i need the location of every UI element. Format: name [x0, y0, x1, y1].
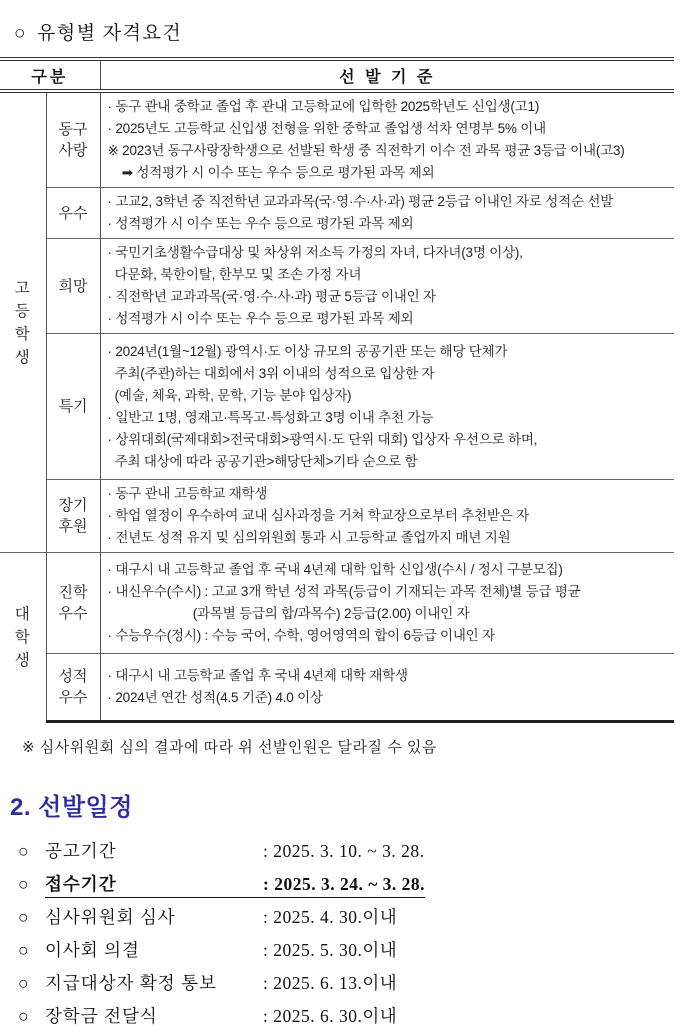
schedule-label: 지급대상자 확정 통보 [45, 973, 217, 993]
criteria-cell [100, 334, 674, 480]
criteria-cell [100, 188, 674, 239]
criteria-line: · 고교2, 3학년 중 직전학년 교과과목(국·영·수·사·과) 평균 2등급 이내인 자로 성적순 선발 [107, 194, 614, 209]
criteria-line: · 2025년도 고등학교 신입생 전형을 위한 중학교 졸업생 석차 연명부 5% 이내 [107, 121, 546, 136]
schedule-label: 장학금 전달식 [45, 1006, 158, 1026]
criteria-line: · 일반고 1명, 영재고·특목고·특성화고 3명 이내 추천 가능 [107, 409, 434, 425]
schedule-value: : 2025. 6. 13.이내 [263, 973, 398, 993]
schedule-item-recipient-notice [0, 970, 682, 1003]
circle-bullet-icon: ○ [18, 841, 29, 861]
criteria-line: · 수능우수(정시) : 수능 국어, 수학, 영어영역의 합이 6등급 이내인 자 [107, 628, 495, 643]
category-huimang: 희망 [46, 239, 100, 334]
criteria-line: (예술, 체육, 과학, 문학, 기능 분야 입상자) [107, 387, 352, 403]
schedule-item-application [0, 871, 682, 904]
category-donggu-sarang: 동구사랑 [46, 91, 100, 188]
category-teukgi: 특기 [46, 334, 100, 480]
circle-bullet-icon: ○ [18, 907, 29, 927]
criteria-cell [100, 239, 674, 334]
schedule-value: : 2025. 5. 30.이내 [263, 940, 398, 960]
criteria-cell [100, 553, 674, 654]
criteria-table [0, 57, 674, 723]
criteria-line: · 2024년 연간 성적(4.5 기준) 4.0 이상 [107, 690, 323, 705]
schedule-item-announcement [0, 838, 682, 871]
criteria-cell [100, 91, 674, 188]
header-category: 구분 [0, 59, 100, 91]
criteria-line: · 전년도 성적 유지 및 심의위원회 통과 시 고등학교 졸업까지 매년 지원 [107, 530, 511, 545]
criteria-line: · 동구 관내 고등학교 재학생 [107, 486, 268, 501]
table-row [0, 553, 674, 654]
criteria-line: ➡ 성적평가 시 이수 또는 우수 등으로 평가된 과목 제외 [107, 165, 435, 180]
criteria-line: 다문화, 북한이탈, 한부모 및 조손 가정 자녀 [107, 267, 362, 282]
table-row [0, 91, 674, 188]
table-row [0, 239, 674, 334]
selection-note: ※ 심사위원회 심의 결과에 따라 위 선발인원은 달라질 수 있음 [22, 739, 437, 756]
schedule-value: : 2025. 6. 30.이내 [263, 1006, 398, 1026]
schedule-value: : 2025. 4. 30.이내 [263, 907, 398, 927]
category-usu: 우수 [46, 188, 100, 239]
section-title-schedule: 2. 선발일정 [10, 794, 133, 821]
schedule-label: 심사위원회 심사 [45, 907, 176, 927]
table-row [0, 334, 674, 480]
criteria-cell [100, 480, 674, 553]
schedule-label: 접수기간 [45, 874, 117, 894]
table-header-row [0, 59, 674, 91]
criteria-line: · 직전학년 교과과목(국·영·수·사·과) 평균 5등급 이내인 자 [107, 289, 436, 304]
schedule-label: 공고기간 [45, 841, 117, 861]
table-row [0, 480, 674, 553]
schedule-item-board-resolution [0, 937, 682, 970]
category-janggi-huwon: 장기후원 [46, 480, 100, 553]
schedule-list [0, 838, 682, 1036]
circle-bullet-icon: ○ [18, 874, 29, 894]
criteria-line: · 성적평가 시 이수 또는 우수 등으로 평가된 과목 제외 [107, 216, 414, 231]
criteria-cell [100, 654, 674, 722]
group-label-university: 대학생 [0, 553, 46, 722]
criteria-line: · 대구시 내 고등학교 졸업 후 국내 4년제 대학 재학생 [107, 668, 408, 683]
page-title-text: 유형별 자격요건 [36, 23, 183, 44]
category-jinhak-usu: 진학우수 [46, 553, 100, 654]
criteria-line: · 성적평가 시 이수 또는 우수 등으로 평가된 과목 제외 [107, 311, 414, 326]
criteria-line: (과목별 등급의 합/과목수) 2등급(2.00) 이내인 자 [107, 606, 470, 621]
circle-bullet-icon: ○ [18, 1006, 29, 1026]
schedule-label: 이사회 의결 [45, 940, 140, 960]
table-row [0, 654, 674, 722]
table-row [0, 188, 674, 239]
criteria-line: · 2024년(1월~12월) 광역시·도 이상 규모의 공공기관 또는 해당 단체가 [107, 343, 508, 359]
category-seongjeok-usu: 성적우수 [46, 654, 100, 722]
criteria-line: · 상위대회(국제대회>전국대회>광역시·도 단위 대회) 입상자 우선으로 하며, [107, 431, 538, 447]
schedule-value: : 2025. 3. 24. ~ 3. 28. [263, 874, 426, 894]
criteria-line: · 동구 관내 중학교 졸업 후 관내 고등학교에 입학한 2025학년도 신입생(고1) [107, 99, 540, 114]
header-criteria: 선 발 기 준 [100, 59, 674, 91]
criteria-line: · 내신우수(수시) : 고교 3개 학년 성적 과목(등급이 기재되는 과목 전체)별 등급 평균 [107, 584, 581, 599]
page-title [0, 0, 682, 45]
circle-bullet-icon: ○ [14, 23, 27, 44]
schedule-value: : 2025. 3. 10. ~ 3. 28. [263, 841, 425, 861]
group-label-highschool: 고등학생 [0, 91, 46, 553]
criteria-line: 주최 대상에 따라 공공기관>해당단체>기타 순으로 함 [107, 453, 418, 469]
schedule-item-award-ceremony [0, 1003, 682, 1036]
criteria-line: · 학업 열정이 우수하여 교내 심사과정을 거쳐 학교장으로부터 추천받은 자 [107, 508, 529, 523]
criteria-line: · 대구시 내 고등학교 졸업 후 국내 4년제 대학 입학 신입생(수시 / 정시 구분모집) [107, 562, 563, 577]
schedule-item-committee-review [0, 904, 682, 937]
circle-bullet-icon: ○ [18, 973, 29, 993]
criteria-line: ※ 2023년 동구사랑장학생으로 선발된 학생 중 직전학기 이수 전 과목 평균 3등급 이내(고3) [107, 143, 625, 158]
criteria-line: 주최(주관)하는 대회에서 3위 이내의 성적으로 입상한 자 [107, 365, 435, 381]
circle-bullet-icon: ○ [18, 940, 29, 960]
criteria-line: · 국민기초생활수급대상 및 차상위 저소득 가정의 자녀, 다자녀(3명 이상), [107, 245, 523, 260]
